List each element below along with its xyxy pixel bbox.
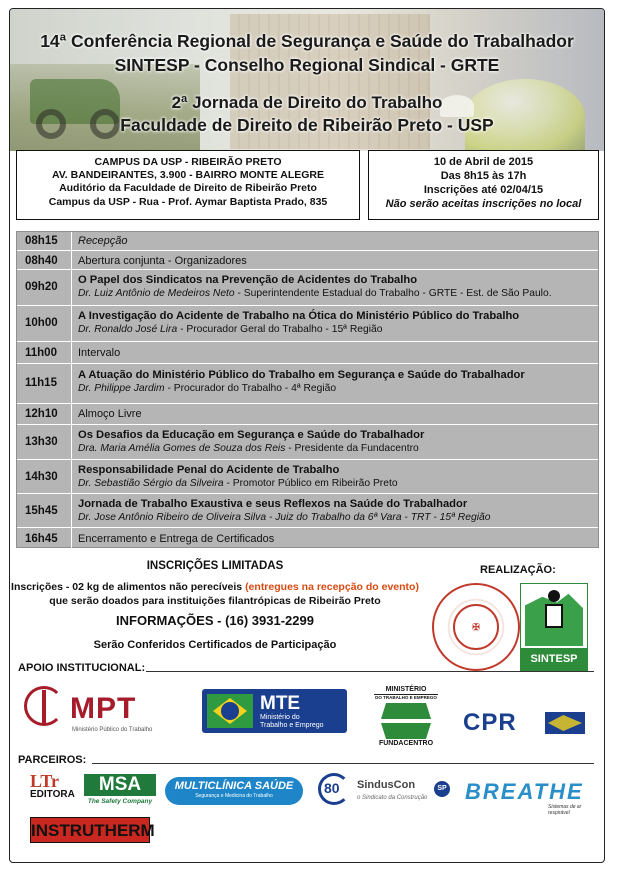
multiclinica-logo (165, 777, 303, 805)
multiclinica-name: MULTICLÍNICA SAÚDE (174, 780, 294, 792)
talk-title: Responsabilidade Penal do Acidente de Trabalho (78, 464, 340, 476)
talk-title: O Papel dos Sindicatos na Prevenção de Acidentes do Trabalho (78, 274, 418, 286)
sintesp-label: SINTESP (521, 648, 587, 670)
divider (146, 671, 594, 672)
fundacentro-name: FUNDACENTRO (378, 740, 434, 747)
venue-line: AV. BANDEIRANTES, 3.900 - BAIRRO MONTE ALEGRE (51, 169, 325, 182)
schedule-table (16, 231, 599, 548)
schedule-row (17, 269, 598, 305)
fundacentro-ministry: MINISTÉRIO (374, 686, 438, 695)
msa-logo (84, 774, 156, 808)
schedule-item: Recepção (78, 235, 128, 247)
schedule-row (17, 305, 598, 341)
speaker-role: - Procurador do Trabalho - 4ª Região (164, 383, 337, 394)
schedule-row (17, 341, 598, 363)
schedule-time: 11h00 (25, 347, 57, 359)
venue-line: Auditório da Faculdade de Direito de Ribeirão Preto (59, 182, 317, 195)
mpt-emblem-icon (24, 686, 64, 726)
on-site-note: Não serão aceitas inscrições no local (385, 198, 582, 210)
schedule-row (17, 527, 598, 549)
seal-emblem-icon: ✠ (453, 604, 499, 650)
sinduscon-tagline: o Sindicato da Construção (357, 795, 428, 801)
msa-name: MSA (84, 774, 156, 796)
mpt-logo: MPT (70, 692, 137, 725)
parceiros-label: PARCEIROS: (18, 754, 87, 766)
divider (92, 763, 594, 764)
conference-title: 14ª Conferência Regional de Segurança e Saúde do Trabalhador (40, 31, 574, 51)
schedule-time: 10h00 (25, 317, 58, 329)
schedule-item: Almoço Livre (78, 408, 142, 420)
event-poster (9, 8, 605, 863)
schedule-time: 12h10 (25, 408, 58, 420)
schedule-time: 14h30 (25, 471, 58, 483)
breathe-logo: BREATHE (465, 779, 584, 804)
speaker-role: - Superintendente Estadual do Trabalho - GRTE - Est. de São Paulo. (234, 288, 552, 299)
schedule-row (17, 232, 598, 250)
multiclinica-tagline: Segurança e Medicina do Trabalho (195, 793, 273, 799)
schedule-item: Encerramento e Entrega de Certificados (78, 533, 275, 545)
mte-logo (202, 689, 347, 733)
ltr-logo (30, 772, 74, 800)
venue-box (16, 150, 360, 220)
schedule-time: 08h15 (25, 235, 58, 247)
cpr-logo: CPR (463, 709, 517, 736)
schedule-time: 13h30 (25, 436, 58, 448)
person-icon (545, 590, 563, 634)
talk-title: A Investigação do Acidente de Trabalho na Ótica do Ministério Público do Trabalho (78, 310, 520, 322)
sintesp-logo (520, 583, 588, 671)
jornada-title: 2ª Jornada de Direito do Trabalho (171, 93, 443, 112)
faculty-title: Faculdade de Direito de Ribeirão Preto - USP (120, 115, 494, 135)
schedule-time: 15h45 (25, 505, 58, 517)
fundacentro-emblem-icon (381, 703, 431, 739)
mte-subtitle: Trabalho e Emprego (260, 722, 324, 729)
speaker-name: Dr. Luiz Antônio de Medeiros Neto (78, 288, 235, 299)
faculty-seal-logo (432, 583, 520, 671)
sinduscon-sp-badge: SP (434, 781, 450, 797)
mpt-subtitle: Ministério Público do Trabalho (72, 727, 153, 733)
speaker-role: - Presidente da Fundacentro (285, 443, 419, 454)
schedule-time: 16h45 (25, 533, 58, 545)
sao-paulo-map-icon (545, 712, 585, 734)
instrutherm-logo: INSTRUTHERM (30, 817, 150, 843)
speaker-name: Dr. Jose Antônio Ribeiro de Oliveira Silva - Juiz do Trabalho da 6ª Vara - TRT - 15ª Região (78, 512, 491, 523)
registration-section (10, 560, 420, 651)
speaker-name: Dra. Maria Amélia Gomes de Souza dos Reis (78, 443, 286, 454)
event-date: 10 de Abril de 2015 (433, 156, 534, 168)
speaker-role: - Promotor Público em Ribeirão Preto (223, 478, 398, 489)
mte-subtitle: Ministério do (260, 714, 300, 721)
sinduscon-years: 80 (324, 780, 340, 796)
fundacentro-ministry-sub: DO TRABALHO E EMPREGO (375, 695, 437, 700)
event-info-box (368, 150, 599, 220)
schedule-time: 11h15 (25, 377, 57, 389)
schedule-row (17, 363, 598, 403)
speaker-name: Dr. Sebastião Sérgio da Silveira (78, 478, 224, 489)
schedule-item: Abertura conjunta - Organizadores (78, 255, 247, 267)
schedule-item: Intervalo (78, 347, 121, 359)
information-phone: INFORMAÇÕES - (16) 3931-2299 (116, 613, 314, 628)
donation-text: que serão doados para instituições filantrópicas de Ribeirão Preto (49, 595, 381, 607)
schedule-time: 09h20 (25, 281, 58, 293)
apoio-label: APOIO INSTITUCIONAL: (18, 662, 146, 674)
msa-tagline: The Safety Company (87, 798, 153, 805)
talk-title: Jornada de Trabalho Exaustiva e seus Reflexos na Saúde do Trabalhador (78, 498, 468, 510)
ltr-name: LTr (30, 771, 60, 791)
fundacentro-logo (374, 686, 438, 758)
registration-deadline: Inscrições até 02/04/15 (423, 184, 544, 196)
talk-title: A Atuação do Ministério Público do Trabalho em Segurança e Saúde do Trabalhador (78, 369, 525, 381)
sinduscon-logo: SindusCon (357, 779, 416, 791)
schedule-row (17, 403, 598, 424)
speaker-name: Dr. Philippe Jardim (78, 383, 165, 394)
registration-heading: INSCRIÇÕES LIMITADAS (146, 560, 284, 572)
certificates-note: Serão Conferidos Certificados de Participação (93, 639, 337, 651)
food-requirement: Inscrições - 02 kg de alimentos não perecíveis (11, 581, 246, 593)
sinduscon-anniversary-icon (318, 773, 354, 805)
schedule-row (17, 424, 598, 459)
brazil-flag-icon (207, 694, 253, 728)
speaker-role: - Procurador Geral do Trabalho - 15ª Região (177, 324, 383, 335)
schedule-row (17, 459, 598, 493)
talk-title: Os Desafios da Educação em Segurança e Saúde do Trabalhador (78, 429, 425, 441)
speaker-name: Dr. Ronaldo José Lira (78, 324, 178, 335)
realizacao-label: REALIZAÇÃO: (480, 564, 556, 576)
schedule-row (17, 250, 598, 269)
event-hours: Das 8h15 às 17h (440, 170, 527, 182)
venue-line: CAMPUS DA USP - RIBEIRÃO PRETO (94, 156, 282, 168)
header-banner (10, 9, 604, 151)
schedule-row (17, 493, 598, 527)
breathe-tagline: Sistemas de ar respirável (548, 804, 582, 816)
food-delivery-note: (entregues na recepção do evento) (245, 581, 419, 593)
ltr-subtitle: EDITORA (30, 789, 75, 800)
organizers-title: SINTESP - Conselho Regional Sindical - GRTE (114, 55, 500, 75)
mte-name: MTE (260, 693, 301, 714)
schedule-time: 08h40 (25, 255, 58, 267)
venue-line: Campus da USP - Rua - Prof. Aymar Baptista Prado, 835 (48, 195, 328, 208)
